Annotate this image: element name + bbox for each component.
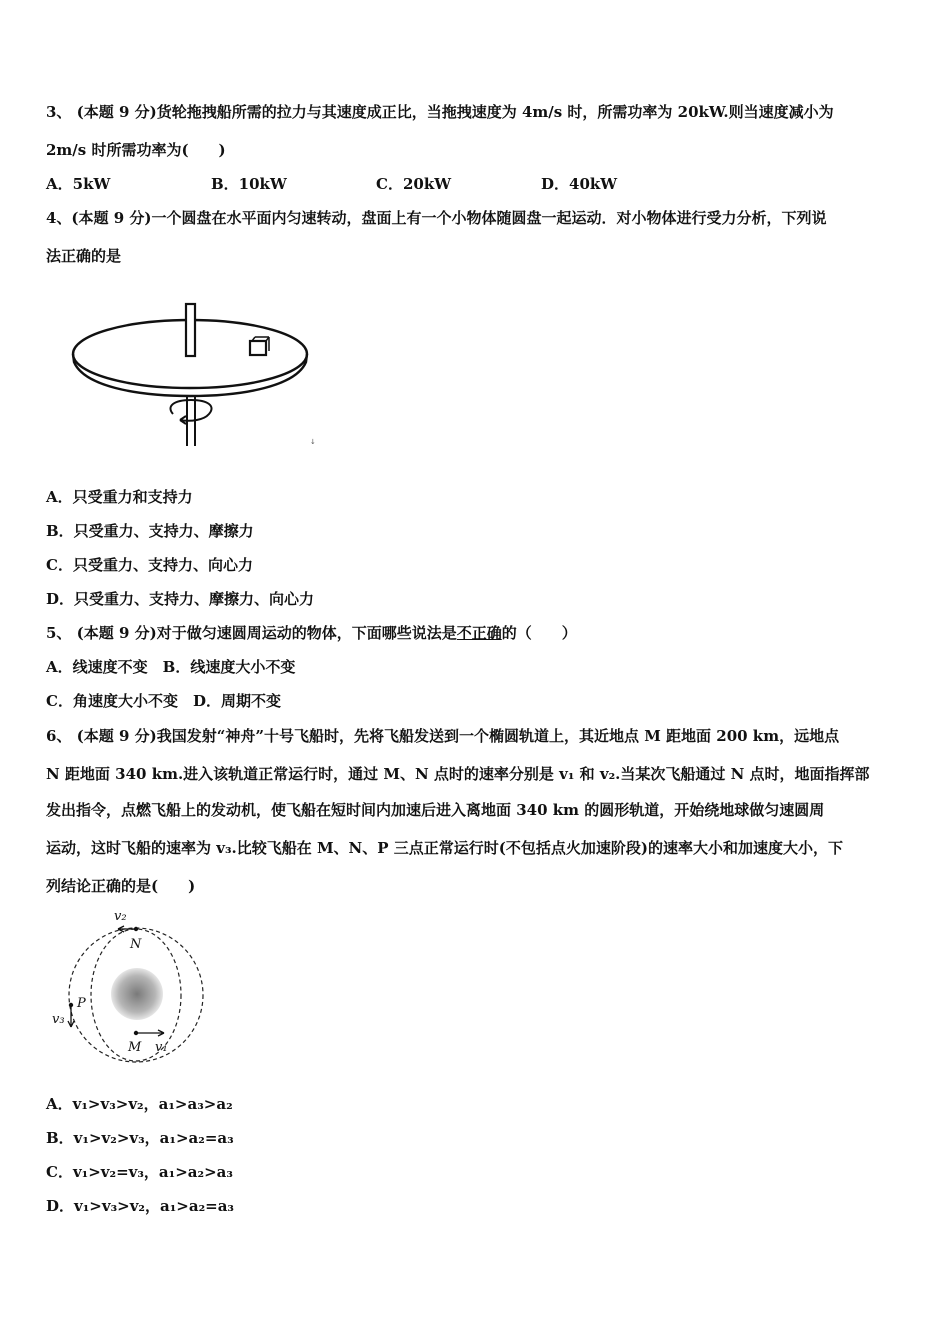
label-M: M: [128, 1040, 142, 1055]
q3-option-a[interactable]: A．5kW: [46, 175, 111, 193]
q4-option-d[interactable]: D．只受重力、支持力、摩擦力、向心力: [46, 590, 315, 608]
q3-option-d[interactable]: D．40kW: [541, 175, 618, 193]
figure-corner-mark: ↓: [310, 438, 316, 446]
q4-stem-line2: 法正确的是: [46, 247, 122, 265]
q6-stem-line2: N 距地面 340 km.进入该轨道正常运行时，通过 M、N 点时的速率分别是 v₁ 和 v₂.当某次飞船通过 N 点时，地面指挥部: [46, 765, 870, 783]
q3-stem-line2: 2m/s 时所需功率为( ): [46, 141, 226, 159]
q4-option-b[interactable]: B．只受重力、支持力、摩擦力: [46, 522, 254, 540]
q4-stem-line1: 4、(本题 9 分)一个圆盘在水平面内匀速转动，盘面上有一个小物体随圆盘一起运动．对小物体进行受力分析，下列说: [46, 209, 827, 227]
q3-option-b[interactable]: B．10kW: [211, 175, 287, 193]
q6-option-c[interactable]: C．v₁>v₂=v₃，a₁>a₂>a₃: [46, 1163, 233, 1181]
q5-options-row2[interactable]: C．角速度大小不变 D．周期不变: [46, 692, 281, 710]
label-v3: v₃: [52, 1012, 65, 1027]
q3-option-c[interactable]: C．20kW: [376, 175, 452, 193]
earth: [111, 968, 163, 1020]
q6-stem-line5: 列结论正确的是( ): [46, 877, 196, 895]
rotating-disc-figure: [66, 296, 336, 451]
q5-stem-after: 的（ ）: [501, 624, 577, 642]
q6-option-d[interactable]: D．v₁>v₃>v₂，a₁>a₂=a₃: [46, 1197, 235, 1215]
q5-stem-before: 5、 (本题 9 分)对于做匀速圆周运动的物体，下面哪些说法是: [46, 624, 457, 642]
q6-stem-line3: 发出指令，点燃飞船上的发动机，使飞船在短时间内加速后进入离地面 340 km 的圆形轨道，开始绕地球做匀速圆周: [46, 801, 825, 819]
q6-option-b[interactable]: B．v₁>v₂>v₃，a₁>a₂=a₃: [46, 1129, 234, 1147]
q6-stem-line1: 6、 (本题 9 分)我国发射“神舟”十号飞船时，先将飞船发送到一个椭圆轨道上，其近地点 M 距地面 200 km，远地点: [46, 727, 840, 745]
q4-option-c[interactable]: C．只受重力、支持力、向心力: [46, 556, 253, 574]
q4-option-a[interactable]: A．只受重力和支持力: [46, 488, 193, 506]
q6-stem-line4: 运动，这时飞船的速率为 v₃.比较飞船在 M、N、P 三点正常运行时(不包括点火加速阶段)的速率大小和加速度大小，下: [46, 839, 843, 857]
q3-stem-line1: 3、 (本题 9 分)货轮拖拽船所需的拉力与其速度成正比，当拖拽速度为 4m/s 时，所需功率为 20kW.则当速度减小为: [46, 103, 834, 121]
orbit-figure: [48, 905, 218, 1065]
label-P: P: [77, 996, 86, 1011]
label-v2: v₂: [114, 909, 127, 924]
q6-option-a[interactable]: A．v₁>v₃>v₂，a₁>a₃>a₂: [46, 1095, 233, 1113]
q5-stem-underlined: 不正确: [456, 624, 502, 642]
label-N: N: [130, 937, 142, 952]
q5-options-row1[interactable]: A．线速度不变 B．线速度大小不变: [46, 658, 296, 676]
q3-options: [46, 174, 706, 194]
label-v1: v₁: [155, 1040, 168, 1055]
q5-stem: [46, 623, 577, 643]
